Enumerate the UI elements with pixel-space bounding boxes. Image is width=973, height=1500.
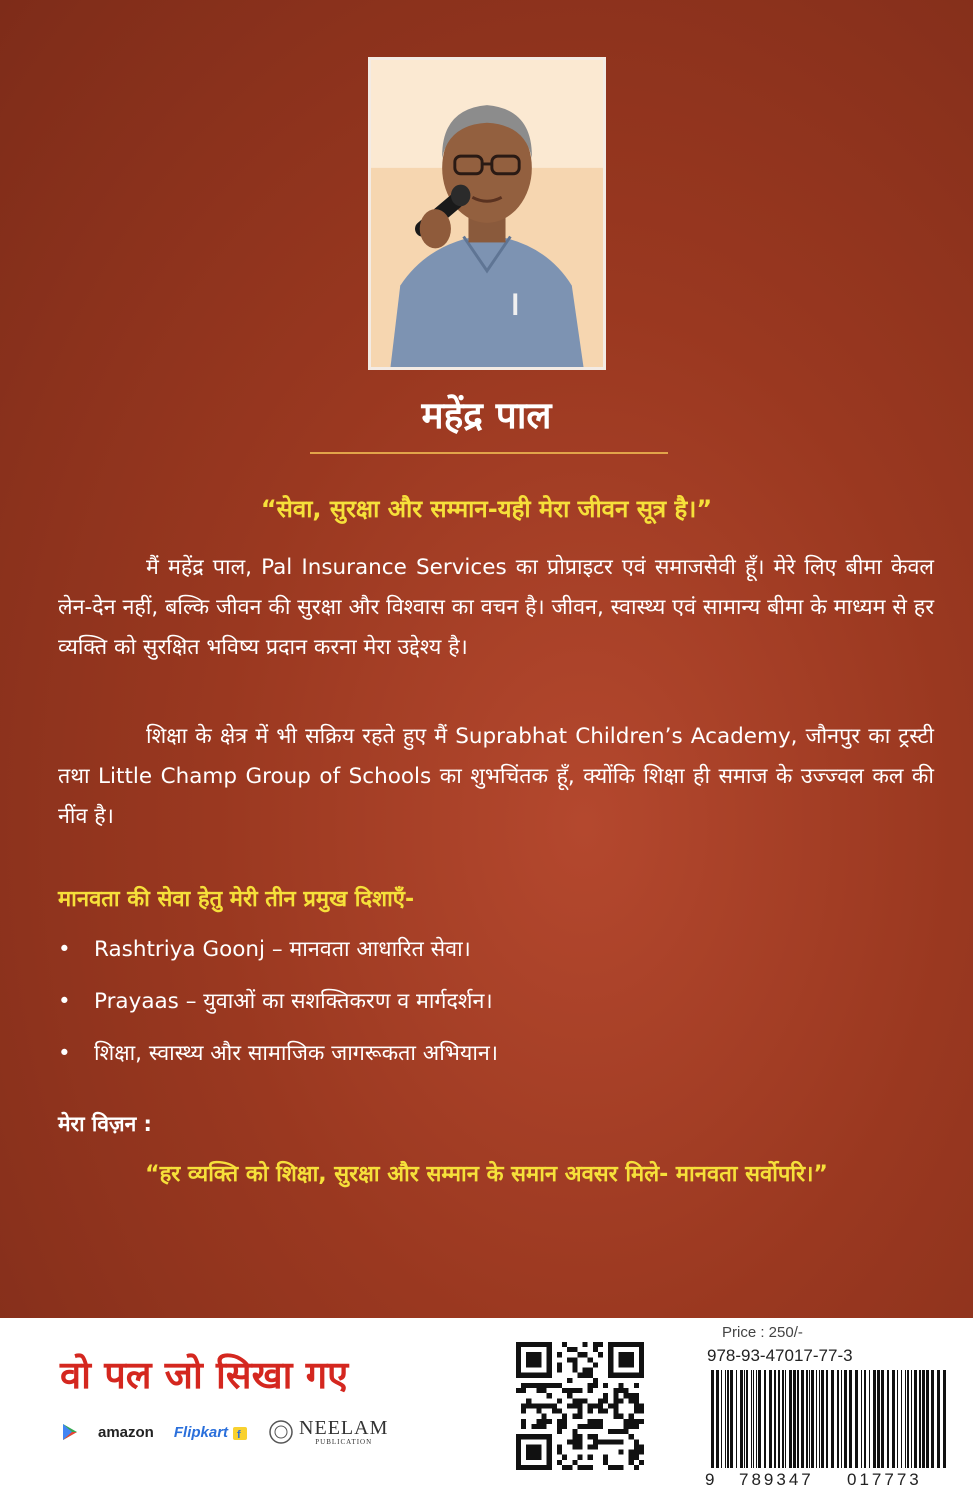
isbn-barcode <box>705 1370 950 1468</box>
vision-label: मेरा विज़न : <box>58 1112 152 1136</box>
list-item <box>58 982 498 1034</box>
play-store-logo <box>62 1423 78 1441</box>
author-photo <box>368 57 606 370</box>
directions-title: मानवता की सेवा हेतु मेरी तीन प्रमुख दिशाएँ- <box>58 887 415 912</box>
barcode-digit-right: 017773 <box>847 1470 922 1489</box>
series-title: वो पल जो सिखा गए <box>60 1353 349 1397</box>
price-label: Price : 250/- <box>722 1324 803 1341</box>
svg-text:f: f <box>237 1429 241 1441</box>
store-logos <box>62 1412 408 1452</box>
flipkart-label: Flipkart <box>173 1423 229 1441</box>
neelam-publication-logo <box>268 1418 388 1446</box>
publisher-sub: PUBLICATION <box>315 1438 373 1446</box>
barcode-digit-left: 789347 <box>739 1470 814 1489</box>
list-item-text: शिक्षा, स्वास्थ्य और सामाजिक जागरूकता अभियान। <box>94 1041 499 1066</box>
paragraph-insurance <box>58 548 934 668</box>
author-name: महेंद्र पाल <box>421 394 552 437</box>
tagline-quote: “सेवा, सुरक्षा और सम्मान-यही मेरा जीवन सूत्र है।” <box>260 495 713 523</box>
paragraph-education-text: शिक्षा के क्षेत्र में भी सक्रिय रहते हुए मैं Suprabhat Children’s Academy, जौनपुर का ट्रस्टी तथा Little Champ Group of Schools का शुभचिंतक हूँ, क्योंकि शिक्षा ही समाज के उज्ज्वल कल की नींव है। <box>58 724 934 829</box>
barcode-digit-lead: 9 <box>705 1470 715 1489</box>
isbn-label: 978-93-47017-77-3 <box>707 1346 853 1365</box>
qr-code <box>516 1342 644 1470</box>
paragraph-insurance-text: मैं महेंद्र पाल, Pal Insurance Services का प्रोप्राइटर एवं समाजसेवी हूँ। मेरे लिए बीमा केवल लेन-देन नहीं, बल्कि जीवन की सुरक्षा और विश्वास का वचन है। जीवन, स्वास्थ्य एवं सामान्य बीमा के माध्यम से हर व्यक्ति को सुरक्षित भविष्य प्रदान करना मेरा उद्देश्य है। <box>58 555 934 660</box>
bullet-icon: • <box>58 937 71 962</box>
play-store-icon <box>62 1423 78 1441</box>
list-item-text: Prayaas – युवाओं का सशक्तिकरण व मार्गदर्शन। <box>94 989 493 1014</box>
list-item <box>58 930 498 982</box>
paragraph-education <box>58 717 934 837</box>
amazon-logo: amazon <box>98 1423 154 1441</box>
bullet-icon: • <box>58 989 71 1014</box>
publisher-name: NEELAM <box>299 1417 389 1439</box>
vision-quote: “हर व्यक्ति को शिक्षा, सुरक्षा और सम्मान के समान अवसर मिले- मानवता सर्वोपरि।” <box>145 1162 828 1187</box>
list-item-text: Rashtriya Goonj – मानवता आधारित सेवा। <box>94 937 471 962</box>
neelam-emblem-icon <box>268 1419 294 1445</box>
footer-band <box>0 1318 973 1500</box>
title-divider <box>310 452 668 454</box>
directions-list <box>58 930 498 1086</box>
bullet-icon: • <box>58 1041 71 1066</box>
flipkart-logo <box>174 1423 248 1441</box>
flipkart-bag-icon <box>232 1423 248 1441</box>
list-item <box>58 1034 498 1086</box>
